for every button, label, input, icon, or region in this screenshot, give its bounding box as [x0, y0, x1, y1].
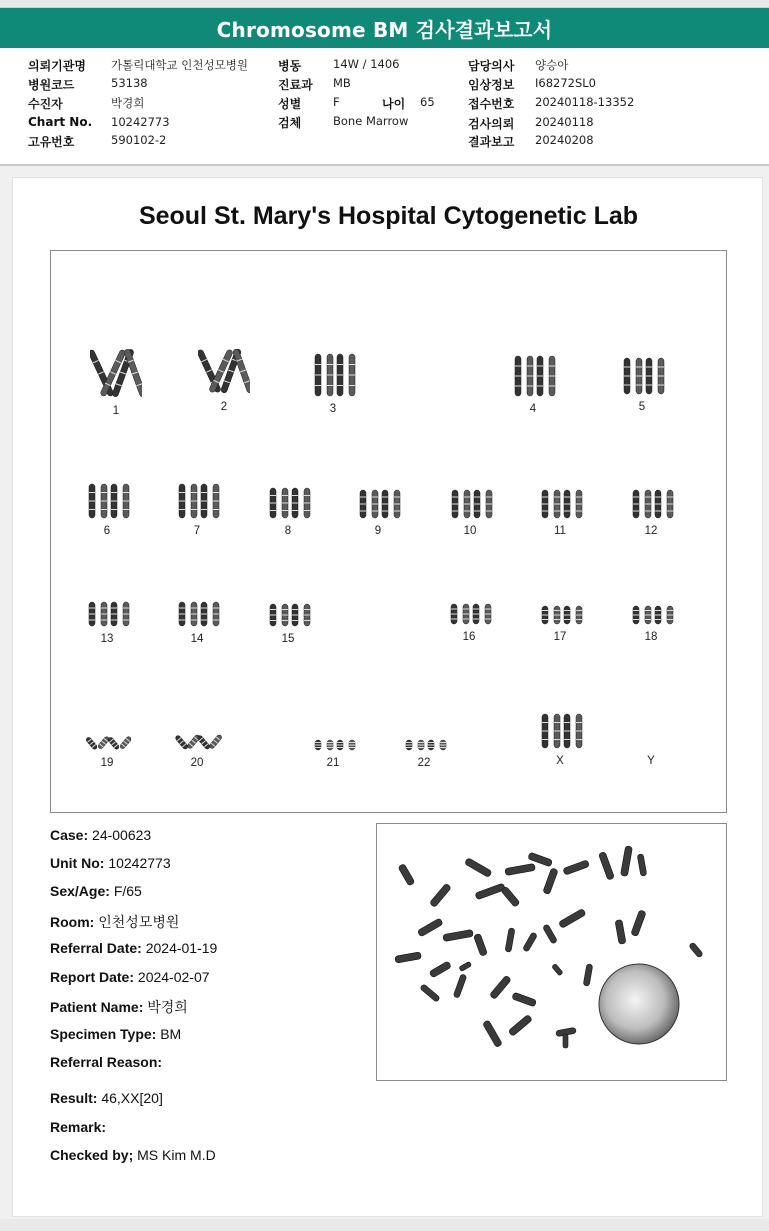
checked-by-line	[50, 1147, 216, 1163]
chromosome-4	[498, 353, 568, 415]
department-label: 진료과	[278, 78, 313, 92]
chromosome-pair-16	[443, 601, 495, 627]
chromosome-label: 3	[329, 403, 337, 415]
receipt-no-label: 접수번호	[468, 97, 515, 111]
chromosome-y	[616, 751, 686, 767]
chromosome-pair-9	[352, 487, 404, 521]
result-date-value: 20240208	[535, 133, 594, 147]
chromosome-pair-15	[262, 601, 314, 629]
report-page	[12, 177, 763, 1217]
chromosome-pair-20	[171, 731, 223, 753]
unit-no-line	[50, 855, 171, 871]
chromosome-pair-22	[398, 737, 450, 753]
unit-no-label: Unit No:	[50, 855, 105, 871]
chromosome-pair-12	[625, 487, 677, 521]
receipt-no-value: 20240118-13352	[535, 95, 635, 109]
referral-reason-line	[50, 1054, 162, 1070]
chromosome-label: 18	[644, 631, 658, 643]
request-date-label: 검사의뢰	[468, 117, 515, 131]
chromosome-label: 7	[193, 525, 201, 537]
report-date-label: Report Date:	[50, 969, 135, 985]
chromosome-label: 13	[100, 633, 114, 645]
case-label: Case:	[50, 827, 89, 843]
room-label: Room:	[50, 914, 95, 930]
sex-age-label: Sex/Age:	[50, 883, 110, 899]
unique-id-value: 590102-2	[111, 133, 167, 147]
chromosome-label: 22	[417, 757, 431, 769]
sex-age-line	[50, 883, 142, 899]
chromosome-label: 2	[220, 401, 228, 413]
metaphase-spread	[377, 824, 726, 1080]
chromosome-pair-2	[198, 345, 250, 397]
unique-id-label: 고유번호	[28, 135, 75, 149]
chromosome-1	[81, 345, 151, 417]
interphase-nucleus	[599, 964, 679, 1044]
chromosome-label: 17	[553, 631, 567, 643]
institution-value: 가톨릭대학교 인천성모병원	[111, 58, 248, 72]
chromosome-pair-3	[307, 351, 359, 399]
chromosome-pair-13	[81, 599, 133, 629]
doctor-label: 담당의사	[468, 59, 515, 73]
chromosome-19	[72, 733, 142, 769]
chromosome-8	[253, 485, 323, 537]
chromosome-17	[525, 603, 595, 643]
lab-title: Seoul St. Mary's Hospital Cytogenetic Lab	[138, 202, 639, 230]
chromosome-label: 8	[284, 525, 292, 537]
checked-by-value: MS Kim M.D	[137, 1147, 216, 1163]
top-strip	[0, 0, 769, 8]
checked-by-label: Checked by;	[50, 1147, 134, 1163]
clinical-info-label: 임상정보	[468, 78, 515, 92]
chromosome-12	[616, 487, 686, 537]
chart-no-label: Chart No.	[28, 115, 93, 129]
chromosome-14	[162, 599, 232, 645]
chromosome-pair-8	[262, 485, 314, 521]
report-title: Chromosome BM 검사결과보고서	[216, 17, 553, 42]
chromosome-11	[525, 487, 595, 537]
report-date-value: 2024-02-07	[137, 969, 210, 985]
bottom-strip	[0, 1219, 769, 1231]
report-date-line	[50, 969, 210, 985]
referral-date-line	[50, 940, 217, 956]
chromosome-label: 15	[281, 633, 295, 645]
chromosome-3	[298, 351, 368, 415]
case-value: 24-00623	[92, 827, 152, 843]
clinical-info-value: I68272SL0	[535, 76, 596, 90]
chromosome-pair-18	[625, 603, 677, 627]
chromosome-6	[72, 481, 142, 537]
chromosome-pair-19	[81, 733, 133, 753]
specimen-value: Bone Marrow	[333, 114, 409, 128]
chromosome-label: 6	[103, 525, 111, 537]
chromosome-13	[72, 599, 142, 645]
patient-name-label: Patient Name:	[50, 999, 144, 1015]
specimen-type-label: Specimen Type:	[50, 1026, 157, 1042]
sex-label: 성별	[278, 97, 302, 111]
chart-no-value: 10242773	[111, 115, 170, 129]
patient-name-line	[50, 997, 188, 1017]
institution-label: 의뢰기관명	[28, 59, 86, 73]
remark-line	[50, 1119, 106, 1135]
chromosome-5	[607, 355, 677, 413]
specimen-label: 검체	[278, 116, 302, 130]
chromosome-22	[389, 737, 459, 769]
patient-header	[0, 48, 769, 166]
patient-value: 박경희	[111, 96, 145, 110]
chromatid	[232, 348, 250, 393]
chromosome-16	[434, 601, 504, 643]
ward-label: 병동	[278, 59, 302, 73]
chromosome-10	[435, 487, 505, 537]
result-value: 46,XX[20]	[101, 1090, 163, 1106]
sex-age-value: F/65	[113, 883, 142, 899]
chromosome-pair-x	[534, 711, 586, 751]
referral-reason-label: Referral Reason:	[50, 1054, 163, 1070]
specimen-type-line	[50, 1026, 181, 1042]
chromosome-label: 4	[529, 403, 537, 415]
sex-value: F	[333, 95, 340, 109]
result-date-label: 결과보고	[468, 135, 515, 149]
room-line	[50, 912, 179, 932]
chromosome-label: 1	[112, 405, 120, 417]
request-date-value: 20240118	[535, 115, 594, 129]
doctor-value: 양승아	[535, 58, 569, 72]
chromosome-7	[162, 481, 232, 537]
chromosome-9	[343, 487, 413, 537]
chromosome-label: 5	[638, 401, 646, 413]
chromosome-pair-21	[307, 737, 359, 753]
patient-name-value: 박경희	[147, 999, 188, 1015]
metaphase-image	[376, 823, 727, 1081]
chromosome-label: 11	[554, 525, 566, 537]
patient-label: 수진자	[28, 97, 63, 111]
unit-no-value: 10242773	[108, 855, 171, 871]
chromosome-label: 21	[326, 757, 340, 769]
chromosome-pair-14	[171, 599, 223, 629]
chromosome-pair-7	[171, 481, 223, 521]
case-line	[50, 827, 151, 843]
remark-label: Remark:	[50, 1119, 107, 1135]
chromosome-pair-5	[616, 355, 668, 397]
chromosome-label: 16	[462, 631, 476, 643]
chromosome-pair-10	[444, 487, 496, 521]
age-label: 나이	[382, 97, 406, 111]
result-label: Result:	[50, 1090, 98, 1106]
chromosome-pair-6	[81, 481, 133, 521]
chromosome-15	[253, 601, 323, 645]
karyogram-panel	[50, 250, 727, 813]
chromosome-label: 14	[190, 633, 204, 645]
specimen-type-value: BM	[160, 1026, 182, 1042]
chromosome-pair-11	[534, 487, 586, 521]
chromosome-pair-17	[534, 603, 586, 627]
age-value: 65	[420, 95, 435, 109]
chromosome-pair-1	[90, 345, 142, 401]
chromosome-label: Y	[647, 755, 655, 767]
hospital-code-value: 53138	[111, 76, 148, 90]
referral-date-label: Referral Date:	[50, 940, 142, 956]
department-value: MB	[333, 76, 351, 90]
room-value: 인천성모병원	[98, 914, 180, 930]
chromosome-label: 20	[190, 757, 204, 769]
hospital-code-label: 병원코드	[28, 78, 75, 92]
chromosome-label: 12	[644, 525, 658, 537]
chromosome-label: X	[556, 755, 564, 767]
result-line	[50, 1090, 163, 1106]
report-title-bar	[0, 8, 769, 48]
chromosome-label: 9	[374, 525, 382, 537]
ward-value: 14W / 1406	[333, 57, 400, 71]
chromosome-18	[616, 603, 686, 643]
chromosome-2	[189, 345, 259, 413]
chromosome-x	[525, 711, 595, 767]
chromosome-21	[298, 737, 368, 769]
referral-date-value: 2024-01-19	[145, 940, 218, 956]
chromosome-label: 10	[463, 525, 477, 537]
chromosome-label: 19	[100, 757, 114, 769]
chromosome-pair-4	[507, 353, 559, 399]
chromosome-20	[162, 731, 232, 769]
